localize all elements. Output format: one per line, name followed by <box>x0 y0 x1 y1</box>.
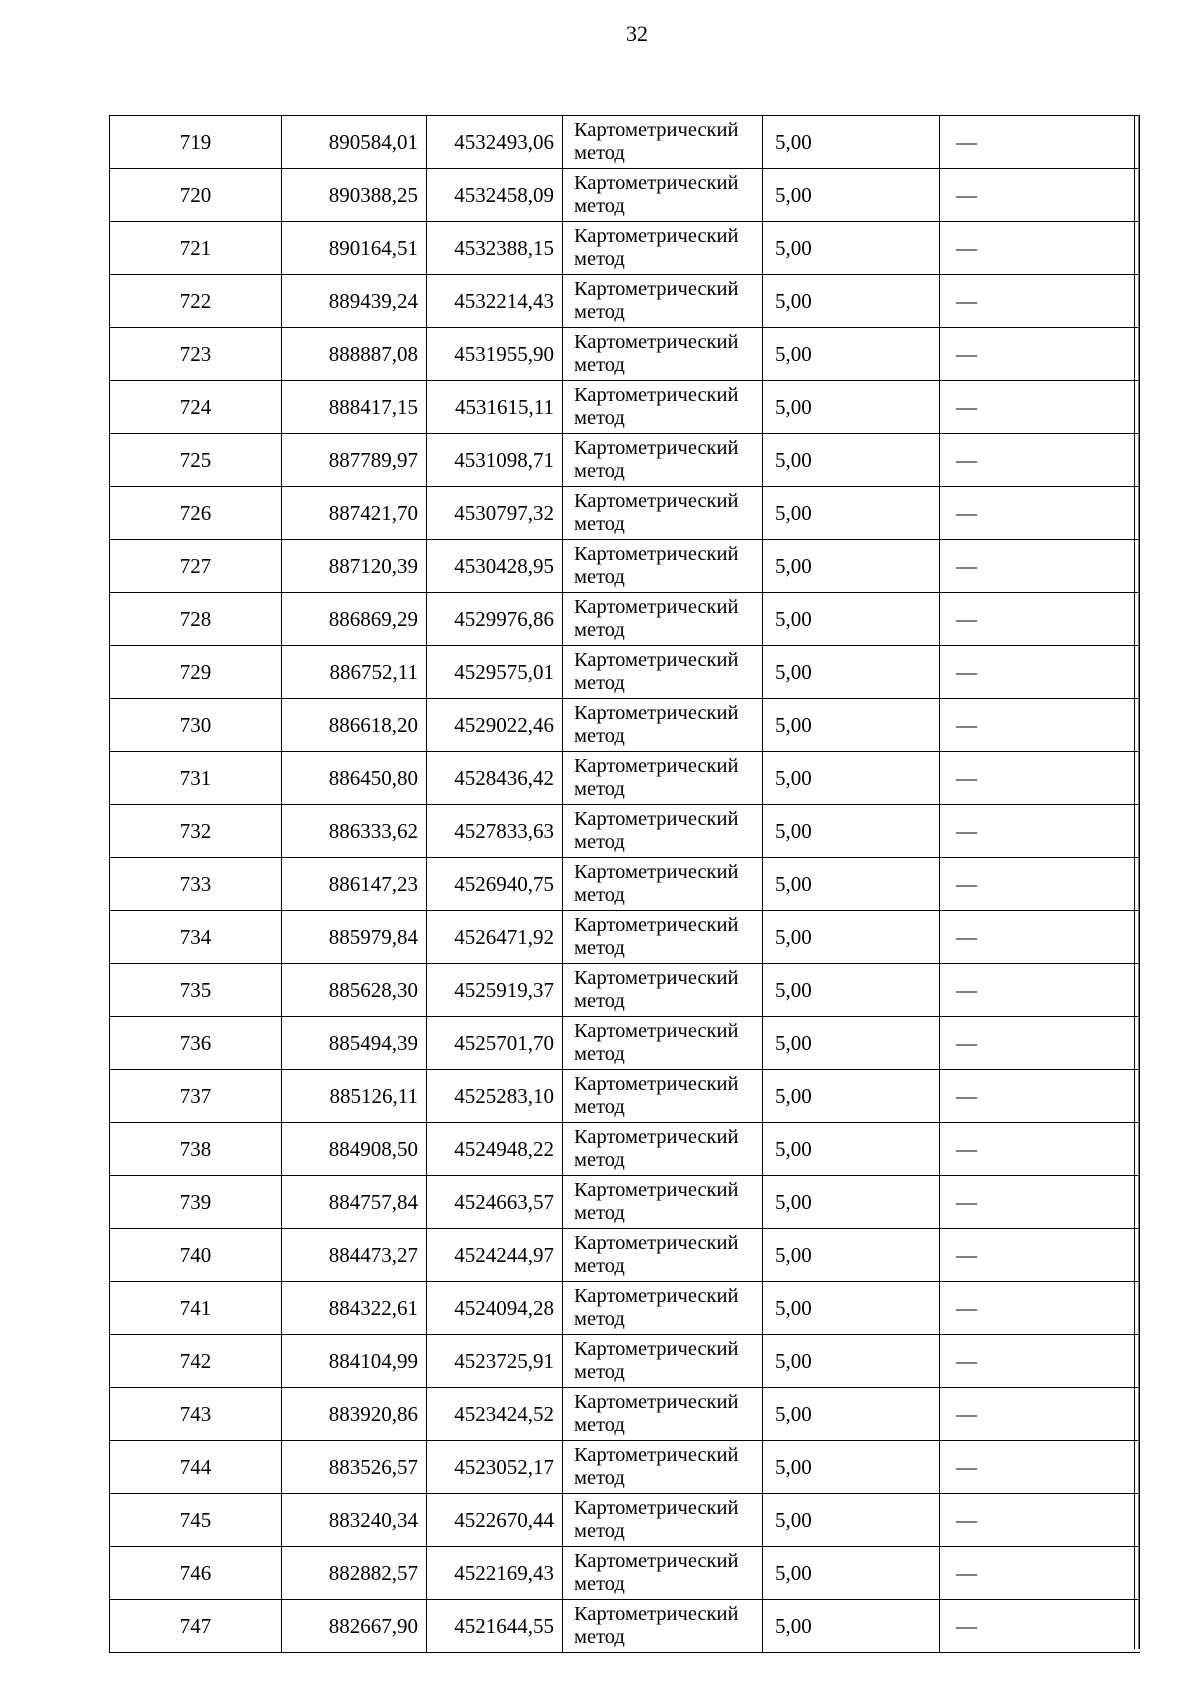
y-coordinate-cell: 4522169,43 <box>427 1547 563 1600</box>
accuracy-cell: 5,00 <box>763 646 940 699</box>
x-coordinate-cell: 886147,23 <box>282 858 427 911</box>
x-coordinate-cell: 887120,39 <box>282 540 427 593</box>
y-coordinate-cell: 4532214,43 <box>427 275 563 328</box>
point-number-cell: 733 <box>110 858 282 911</box>
accuracy-cell: 5,00 <box>763 1282 940 1335</box>
note-cell: — <box>940 1229 1140 1282</box>
table-right-frame <box>1134 115 1140 1649</box>
table-row <box>110 1070 1140 1123</box>
note-cell: — <box>940 1176 1140 1229</box>
accuracy-cell: 5,00 <box>763 1441 940 1494</box>
table-row <box>110 275 1140 328</box>
note-cell: — <box>940 1282 1140 1335</box>
note-cell: — <box>940 1600 1140 1653</box>
x-coordinate-cell: 890164,51 <box>282 222 427 275</box>
method-cell: Картометрический метод <box>563 540 763 593</box>
accuracy-cell: 5,00 <box>763 275 940 328</box>
y-coordinate-cell: 4523725,91 <box>427 1335 563 1388</box>
table-row <box>110 1176 1140 1229</box>
point-number-cell: 732 <box>110 805 282 858</box>
method-cell: Картометрический метод <box>563 1494 763 1547</box>
y-coordinate-cell: 4524094,28 <box>427 1282 563 1335</box>
note-cell: — <box>940 540 1140 593</box>
accuracy-cell: 5,00 <box>763 1547 940 1600</box>
accuracy-cell: 5,00 <box>763 1494 940 1547</box>
y-coordinate-cell: 4523052,17 <box>427 1441 563 1494</box>
x-coordinate-cell: 889439,24 <box>282 275 427 328</box>
accuracy-cell: 5,00 <box>763 1600 940 1653</box>
y-coordinate-cell: 4526940,75 <box>427 858 563 911</box>
table-row <box>110 805 1140 858</box>
y-coordinate-cell: 4529976,86 <box>427 593 563 646</box>
method-cell: Картометрический метод <box>563 1441 763 1494</box>
method-cell: Картометрический метод <box>563 911 763 964</box>
note-cell: — <box>940 487 1140 540</box>
page-number: 32 <box>626 21 648 46</box>
note-cell: — <box>940 1494 1140 1547</box>
accuracy-cell: 5,00 <box>763 1229 940 1282</box>
note-cell: — <box>940 1547 1140 1600</box>
x-coordinate-cell: 887789,97 <box>282 434 427 487</box>
point-number-cell: 745 <box>110 1494 282 1547</box>
point-number-cell: 746 <box>110 1547 282 1600</box>
accuracy-cell: 5,00 <box>763 381 940 434</box>
note-cell: — <box>940 1441 1140 1494</box>
accuracy-cell: 5,00 <box>763 805 940 858</box>
y-coordinate-cell: 4532388,15 <box>427 222 563 275</box>
y-coordinate-cell: 4525283,10 <box>427 1070 563 1123</box>
y-coordinate-cell: 4532493,06 <box>427 116 563 169</box>
note-cell: — <box>940 699 1140 752</box>
point-number-cell: 728 <box>110 593 282 646</box>
x-coordinate-cell: 888417,15 <box>282 381 427 434</box>
x-coordinate-cell: 884908,50 <box>282 1123 427 1176</box>
x-coordinate-cell: 885628,30 <box>282 964 427 1017</box>
x-coordinate-cell: 886618,20 <box>282 699 427 752</box>
table-row <box>110 1600 1140 1653</box>
point-number-cell: 737 <box>110 1070 282 1123</box>
accuracy-cell: 5,00 <box>763 1176 940 1229</box>
x-coordinate-cell: 884757,84 <box>282 1176 427 1229</box>
note-cell: — <box>940 169 1140 222</box>
table-row <box>110 1335 1140 1388</box>
point-number-cell: 722 <box>110 275 282 328</box>
table-row <box>110 116 1140 169</box>
table-row <box>110 699 1140 752</box>
point-number-cell: 744 <box>110 1441 282 1494</box>
y-coordinate-cell: 4529022,46 <box>427 699 563 752</box>
note-cell: — <box>940 381 1140 434</box>
y-coordinate-cell: 4521644,55 <box>427 1600 563 1653</box>
x-coordinate-cell: 883920,86 <box>282 1388 427 1441</box>
accuracy-cell: 5,00 <box>763 169 940 222</box>
table-row <box>110 1229 1140 1282</box>
x-coordinate-cell: 884104,99 <box>282 1335 427 1388</box>
table-row <box>110 858 1140 911</box>
method-cell: Картометрический метод <box>563 1388 763 1441</box>
method-cell: Картометрический метод <box>563 1070 763 1123</box>
accuracy-cell: 5,00 <box>763 116 940 169</box>
method-cell: Картометрический метод <box>563 1176 763 1229</box>
note-cell: — <box>940 911 1140 964</box>
accuracy-cell: 5,00 <box>763 434 940 487</box>
x-coordinate-cell: 888887,08 <box>282 328 427 381</box>
accuracy-cell: 5,00 <box>763 540 940 593</box>
table-row <box>110 487 1140 540</box>
x-coordinate-cell: 890388,25 <box>282 169 427 222</box>
accuracy-cell: 5,00 <box>763 1335 940 1388</box>
point-number-cell: 734 <box>110 911 282 964</box>
point-number-cell: 726 <box>110 487 282 540</box>
y-coordinate-cell: 4529575,01 <box>427 646 563 699</box>
x-coordinate-cell: 885126,11 <box>282 1070 427 1123</box>
y-coordinate-cell: 4532458,09 <box>427 169 563 222</box>
table-row <box>110 964 1140 1017</box>
x-coordinate-cell: 882882,57 <box>282 1547 427 1600</box>
x-coordinate-cell: 884473,27 <box>282 1229 427 1282</box>
point-number-cell: 747 <box>110 1600 282 1653</box>
table-row <box>110 1547 1140 1600</box>
table-row <box>110 911 1140 964</box>
note-cell: — <box>940 1123 1140 1176</box>
accuracy-cell: 5,00 <box>763 593 940 646</box>
method-cell: Картометрический метод <box>563 1600 763 1653</box>
y-coordinate-cell: 4531955,90 <box>427 328 563 381</box>
y-coordinate-cell: 4528436,42 <box>427 752 563 805</box>
accuracy-cell: 5,00 <box>763 964 940 1017</box>
note-cell: — <box>940 275 1140 328</box>
method-cell: Картометрический метод <box>563 593 763 646</box>
note-cell: — <box>940 805 1140 858</box>
point-number-cell: 719 <box>110 116 282 169</box>
x-coordinate-cell: 883526,57 <box>282 1441 427 1494</box>
coordinates-table <box>109 115 1140 1653</box>
accuracy-cell: 5,00 <box>763 1123 940 1176</box>
method-cell: Картометрический метод <box>563 699 763 752</box>
accuracy-cell: 5,00 <box>763 1070 940 1123</box>
note-cell: — <box>940 858 1140 911</box>
y-coordinate-cell: 4522670,44 <box>427 1494 563 1547</box>
point-number-cell: 743 <box>110 1388 282 1441</box>
table-row <box>110 1441 1140 1494</box>
method-cell: Картометрический метод <box>563 275 763 328</box>
note-cell: — <box>940 964 1140 1017</box>
x-coordinate-cell: 883240,34 <box>282 1494 427 1547</box>
note-cell: — <box>940 222 1140 275</box>
accuracy-cell: 5,00 <box>763 1017 940 1070</box>
method-cell: Картометрический метод <box>563 858 763 911</box>
point-number-cell: 724 <box>110 381 282 434</box>
point-number-cell: 735 <box>110 964 282 1017</box>
accuracy-cell: 5,00 <box>763 858 940 911</box>
y-coordinate-cell: 4525919,37 <box>427 964 563 1017</box>
method-cell: Картометрический метод <box>563 487 763 540</box>
point-number-cell: 738 <box>110 1123 282 1176</box>
point-number-cell: 739 <box>110 1176 282 1229</box>
point-number-cell: 727 <box>110 540 282 593</box>
x-coordinate-cell: 887421,70 <box>282 487 427 540</box>
accuracy-cell: 5,00 <box>763 487 940 540</box>
table-row <box>110 434 1140 487</box>
method-cell: Картометрический метод <box>563 805 763 858</box>
table-row <box>110 752 1140 805</box>
table-row <box>110 1123 1140 1176</box>
note-cell: — <box>940 328 1140 381</box>
method-cell: Картометрический метод <box>563 1229 763 1282</box>
x-coordinate-cell: 890584,01 <box>282 116 427 169</box>
table-row <box>110 1282 1140 1335</box>
table-row <box>110 646 1140 699</box>
method-cell: Картометрический метод <box>563 381 763 434</box>
table-row <box>110 1388 1140 1441</box>
method-cell: Картометрический метод <box>563 222 763 275</box>
y-coordinate-cell: 4527833,63 <box>427 805 563 858</box>
table-row <box>110 1494 1140 1547</box>
method-cell: Картометрический метод <box>563 1282 763 1335</box>
y-coordinate-cell: 4530797,32 <box>427 487 563 540</box>
y-coordinate-cell: 4524663,57 <box>427 1176 563 1229</box>
y-coordinate-cell: 4524244,97 <box>427 1229 563 1282</box>
accuracy-cell: 5,00 <box>763 222 940 275</box>
point-number-cell: 731 <box>110 752 282 805</box>
coordinates-table-wrapper <box>109 115 1139 1653</box>
accuracy-cell: 5,00 <box>763 1388 940 1441</box>
x-coordinate-cell: 886752,11 <box>282 646 427 699</box>
note-cell: — <box>940 752 1140 805</box>
x-coordinate-cell: 886869,29 <box>282 593 427 646</box>
method-cell: Картометрический метод <box>563 434 763 487</box>
method-cell: Картометрический метод <box>563 964 763 1017</box>
method-cell: Картометрический метод <box>563 1017 763 1070</box>
method-cell: Картометрический метод <box>563 752 763 805</box>
table-row <box>110 381 1140 434</box>
method-cell: Картометрический метод <box>563 646 763 699</box>
note-cell: — <box>940 1335 1140 1388</box>
note-cell: — <box>940 116 1140 169</box>
point-number-cell: 721 <box>110 222 282 275</box>
y-coordinate-cell: 4523424,52 <box>427 1388 563 1441</box>
note-cell: — <box>940 1388 1140 1441</box>
table-row <box>110 593 1140 646</box>
method-cell: Картометрический метод <box>563 1547 763 1600</box>
note-cell: — <box>940 593 1140 646</box>
table-row <box>110 1017 1140 1070</box>
y-coordinate-cell: 4531615,11 <box>427 381 563 434</box>
note-cell: — <box>940 1070 1140 1123</box>
x-coordinate-cell: 886450,80 <box>282 752 427 805</box>
y-coordinate-cell: 4531098,71 <box>427 434 563 487</box>
method-cell: Картометрический метод <box>563 169 763 222</box>
table-row <box>110 169 1140 222</box>
method-cell: Картометрический метод <box>563 1335 763 1388</box>
point-number-cell: 730 <box>110 699 282 752</box>
y-coordinate-cell: 4525701,70 <box>427 1017 563 1070</box>
x-coordinate-cell: 882667,90 <box>282 1600 427 1653</box>
table-row <box>110 222 1140 275</box>
x-coordinate-cell: 885494,39 <box>282 1017 427 1070</box>
note-cell: — <box>940 434 1140 487</box>
x-coordinate-cell: 886333,62 <box>282 805 427 858</box>
y-coordinate-cell: 4530428,95 <box>427 540 563 593</box>
method-cell: Картометрический метод <box>563 328 763 381</box>
accuracy-cell: 5,00 <box>763 699 940 752</box>
method-cell: Картометрический метод <box>563 116 763 169</box>
x-coordinate-cell: 885979,84 <box>282 911 427 964</box>
method-cell: Картометрический метод <box>563 1123 763 1176</box>
point-number-cell: 725 <box>110 434 282 487</box>
table-row <box>110 328 1140 381</box>
table-body <box>110 116 1140 1653</box>
table-row <box>110 540 1140 593</box>
point-number-cell: 742 <box>110 1335 282 1388</box>
note-cell: — <box>940 646 1140 699</box>
point-number-cell: 729 <box>110 646 282 699</box>
y-coordinate-cell: 4526471,92 <box>427 911 563 964</box>
note-cell: — <box>940 1017 1140 1070</box>
accuracy-cell: 5,00 <box>763 752 940 805</box>
point-number-cell: 723 <box>110 328 282 381</box>
point-number-cell: 720 <box>110 169 282 222</box>
point-number-cell: 740 <box>110 1229 282 1282</box>
point-number-cell: 736 <box>110 1017 282 1070</box>
y-coordinate-cell: 4524948,22 <box>427 1123 563 1176</box>
x-coordinate-cell: 884322,61 <box>282 1282 427 1335</box>
accuracy-cell: 5,00 <box>763 328 940 381</box>
point-number-cell: 741 <box>110 1282 282 1335</box>
accuracy-cell: 5,00 <box>763 911 940 964</box>
